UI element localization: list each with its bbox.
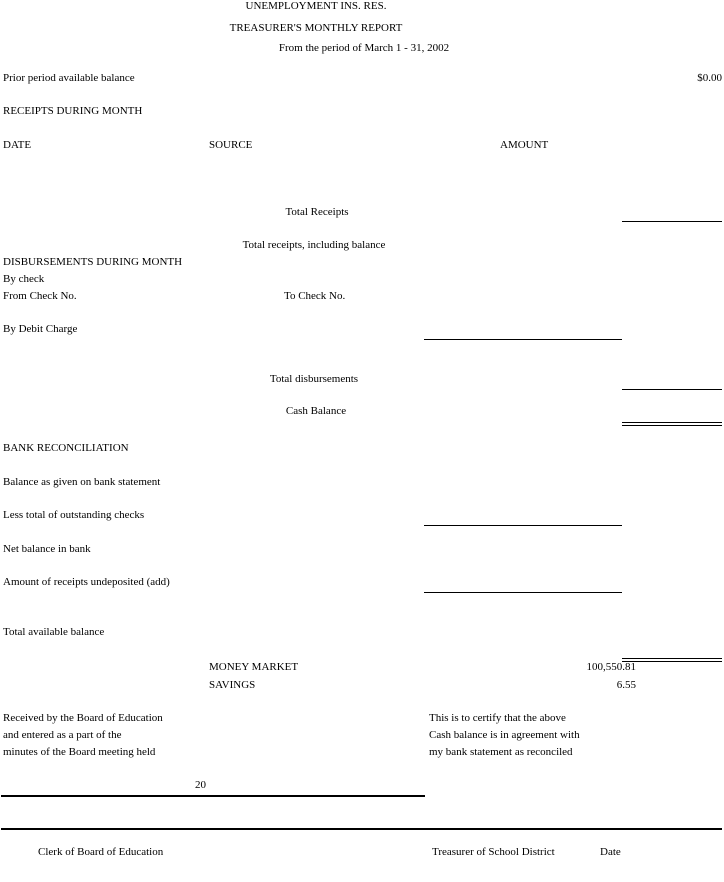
total-available-label: Total available balance bbox=[3, 626, 105, 638]
account-amount: 100,550.81 bbox=[586, 661, 636, 673]
by-check-label: By check bbox=[3, 273, 45, 285]
meeting-date-line bbox=[1, 795, 425, 797]
treasurer-cert-line-2: Cash balance is in agreement with bbox=[429, 729, 580, 741]
cash-balance-line-2 bbox=[622, 425, 722, 426]
total-receipts-incl-label: Total receipts, including balance bbox=[242, 239, 386, 251]
year-prefix: 20 bbox=[195, 779, 206, 791]
total-receipts-label: Total Receipts bbox=[285, 206, 349, 218]
net-balance-label: Net balance in bank bbox=[3, 543, 91, 555]
outstanding-line bbox=[424, 525, 622, 526]
report-subtitle: TREASURER'S MONTHLY REPORT bbox=[229, 22, 403, 34]
report-period: From the period of March 1 - 31, 2002 bbox=[278, 42, 450, 54]
receipts-heading: RECEIPTS DURING MONTH bbox=[3, 105, 143, 117]
total-disbursements-label: Total disbursements bbox=[269, 373, 359, 385]
signature-line bbox=[1, 828, 722, 830]
board-cert-line-3: minutes of the Board meeting held bbox=[3, 746, 156, 758]
total-available-line-1 bbox=[622, 658, 722, 659]
to-check-label: To Check No. bbox=[284, 290, 346, 302]
clerk-signature-label: Clerk of Board of Education bbox=[38, 846, 164, 858]
total-disbursements-line bbox=[622, 389, 722, 390]
total-available-line-2 bbox=[622, 661, 722, 662]
from-check-label: From Check No. bbox=[3, 290, 77, 302]
col-amount: AMOUNT bbox=[500, 139, 549, 151]
balance-statement-label: Balance as given on bank statement bbox=[3, 476, 161, 488]
date-signature-label: Date bbox=[600, 846, 621, 858]
account-name: SAVINGS bbox=[209, 679, 256, 691]
cash-balance-label: Cash Balance bbox=[285, 405, 347, 417]
prior-balance-label: Prior period available balance bbox=[3, 72, 135, 84]
reconciliation-heading: BANK RECONCILIATION bbox=[3, 442, 129, 454]
col-source: SOURCE bbox=[209, 139, 253, 151]
col-date: DATE bbox=[3, 139, 32, 151]
prior-balance-amount: $0.00 bbox=[697, 72, 722, 84]
board-cert-line-1: Received by the Board of Education bbox=[3, 712, 163, 724]
outstanding-checks-label: Less total of outstanding checks bbox=[3, 509, 145, 521]
disbursements-heading: DISBURSEMENTS DURING MONTH bbox=[3, 256, 183, 268]
report-title: UNEMPLOYMENT INS. RES. bbox=[245, 0, 387, 12]
total-receipts-line bbox=[622, 221, 722, 222]
debit-line bbox=[424, 339, 622, 340]
undeposited-line bbox=[424, 592, 622, 593]
treasurer-cert-line-3: my bank statement as reconciled bbox=[429, 746, 573, 758]
account-amount: 6.55 bbox=[616, 679, 636, 691]
account-name: MONEY MARKET bbox=[209, 661, 299, 673]
treasurer-signature-label: Treasurer of School District bbox=[432, 846, 555, 858]
undeposited-label: Amount of receipts undeposited (add) bbox=[3, 576, 170, 588]
board-cert-line-2: and entered as a part of the bbox=[3, 729, 122, 741]
treasurer-cert-line-1: This is to certify that the above bbox=[429, 712, 566, 724]
cash-balance-line-1 bbox=[622, 422, 722, 423]
by-debit-label: By Debit Charge bbox=[3, 323, 78, 335]
